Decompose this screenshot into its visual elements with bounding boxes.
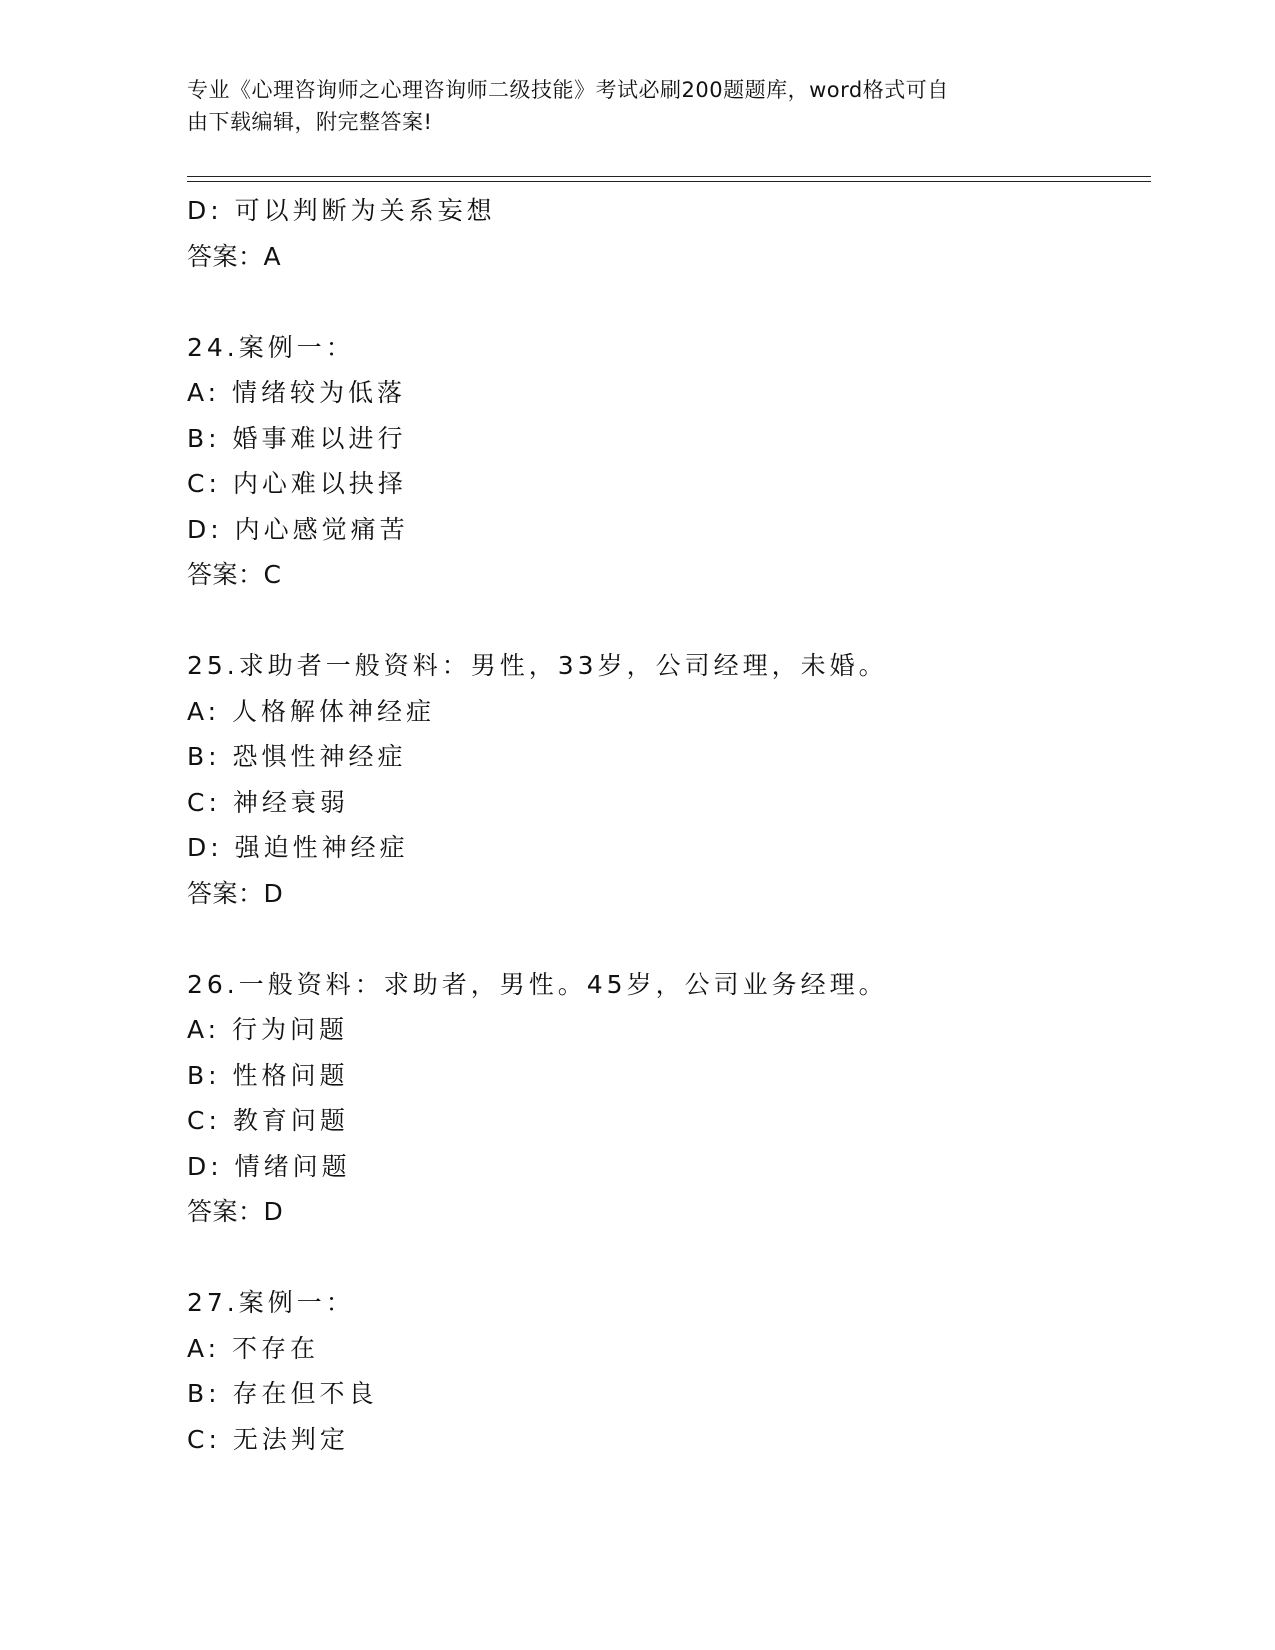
option-a: A: 行为问题 bbox=[187, 1015, 349, 1044]
answer-line: 答案：D bbox=[187, 1197, 284, 1226]
header-divider-top bbox=[187, 176, 1151, 177]
option-d: D: 可以判断为关系妄想 bbox=[187, 196, 496, 225]
block-spacer bbox=[187, 279, 1151, 325]
option-b: B: 婚事难以进行 bbox=[187, 423, 407, 453]
option-c: C: 神经衰弱 bbox=[187, 787, 349, 817]
header-divider-bottom bbox=[187, 181, 1151, 182]
question-block-23-tail bbox=[187, 188, 1151, 279]
option-b: B: 性格问题 bbox=[187, 1060, 349, 1090]
question-stem: 27.案例一： bbox=[187, 1288, 355, 1317]
option-b: B: 存在但不良 bbox=[187, 1379, 378, 1408]
question-stem: 26.一般资料：求助者，男性。45岁，公司业务经理。 bbox=[187, 969, 888, 999]
question-block-26 bbox=[187, 962, 1151, 1235]
question-stem: 24.案例一： bbox=[187, 332, 355, 362]
question-block-27 bbox=[187, 1280, 1151, 1462]
option-c: C: 无法判定 bbox=[187, 1424, 349, 1454]
option-c: C: 教育问题 bbox=[187, 1106, 349, 1135]
option-a: A: 情绪较为低落 bbox=[187, 378, 407, 407]
option-d: D: 内心感觉痛苦 bbox=[187, 514, 409, 544]
question-stem: 25.求助者一般资料：男性，33岁，公司经理，未婚。 bbox=[187, 651, 888, 680]
block-spacer bbox=[187, 1235, 1151, 1281]
question-block-25 bbox=[187, 643, 1151, 916]
header-line-2: 由下载编辑，附完整答案! bbox=[187, 110, 433, 134]
answer-line: 答案：A bbox=[187, 241, 282, 271]
option-a: A: 人格解体神经症 bbox=[187, 696, 436, 726]
option-c: C: 内心难以抉择 bbox=[187, 469, 407, 498]
block-spacer bbox=[187, 598, 1151, 644]
question-list bbox=[187, 188, 1151, 1462]
block-spacer bbox=[187, 916, 1151, 962]
header-line-1: 专业《心理咨询师之心理咨询师二级技能》考试必刷200题题库，word格式可自 bbox=[187, 78, 949, 102]
question-block-24 bbox=[187, 325, 1151, 598]
answer-line: 答案：D bbox=[187, 878, 284, 908]
document-header bbox=[187, 74, 1067, 138]
option-d: D: 强迫性神经症 bbox=[187, 833, 409, 862]
option-b: B: 恐惧性神经症 bbox=[187, 742, 407, 771]
answer-line: 答案：C bbox=[187, 560, 282, 589]
option-d: D: 情绪问题 bbox=[187, 1151, 351, 1181]
option-a: A: 不存在 bbox=[187, 1333, 320, 1363]
